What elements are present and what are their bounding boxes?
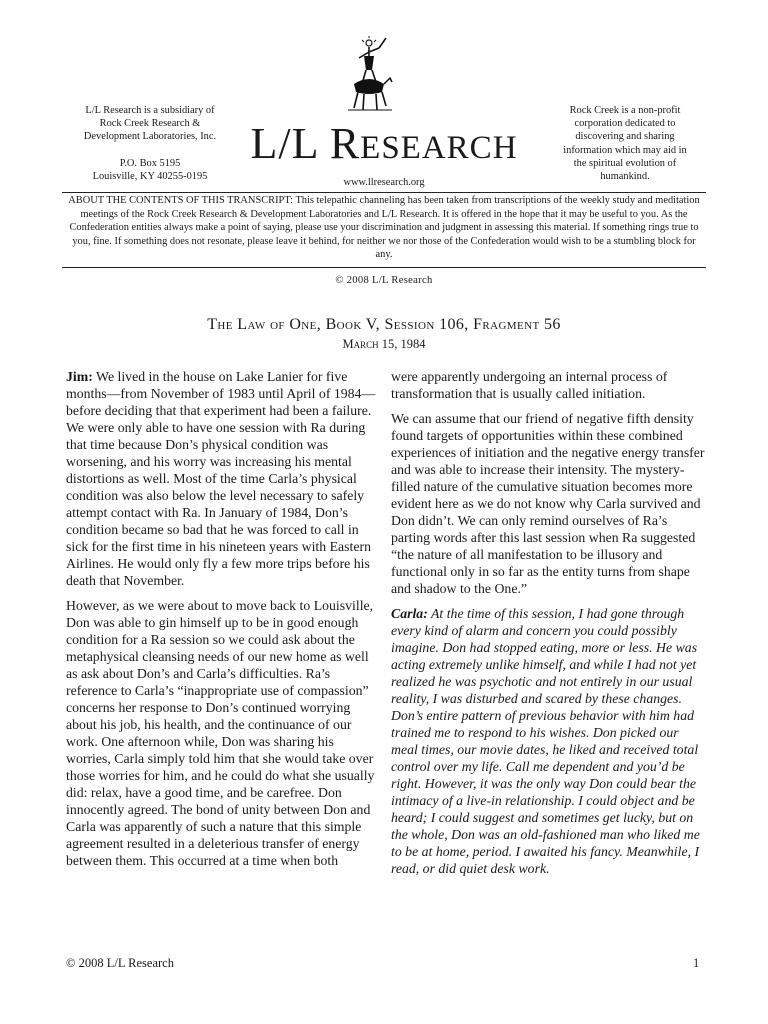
header-right-info	[540, 104, 710, 183]
header-right-line: the spiritual evolution of	[573, 157, 677, 169]
document-title: The Law of One, Book V, Session 106, Fragment 56	[207, 316, 561, 333]
body-left-column	[66, 368, 378, 877]
footer-copyright: © 2008 L/L Research	[66, 956, 174, 970]
page-number: 1	[693, 956, 700, 970]
speaker-label: Jim:	[66, 369, 93, 384]
header-left-line: L/L Research is a subsidiary of	[85, 105, 215, 116]
header-right-line: discovering and sharing	[575, 131, 675, 143]
body-right-column	[391, 368, 705, 885]
header-left-line: Louisville, KY 40255-0195	[92, 170, 208, 182]
header-right-line: Rock Creek is a non-profit	[569, 105, 681, 116]
don-quixote-sketch-icon	[342, 34, 396, 112]
paragraph: were apparently undergoing an internal process of transformation that is usually called initiation.	[391, 369, 668, 401]
header-right-line: information which may aid in	[563, 144, 687, 156]
paragraph-text: At the time of this session, I had gone through every kind of alarm and concern you could possibly imagine. Don had stopped eating, more or less. He was acting extremely unlike himself, and while I had not yet realized he was psychotic and not entirely in our usual reality, I was disturbed and scared by these changes. Don’s entire pattern of previous behavior with him had trained me to respond to his wishes. Don picked our meal times, our movie dates, he liked and received total control over my life. Call me dependent and you’d be right. However, it was the only way Don could bear the intimacy of a live-in relationship. I could object and be heard; I could suggest and sometimes get lucky, but on the whole, Don was an old-fashioned man who liked me to be at home, period. I awaited his fancy. Meanwhile, I read, or did quiet desk work.	[391, 606, 700, 876]
header-right-line: humankind.	[600, 171, 650, 183]
paragraph-text: We lived in the house on Lake Lanier for five months—from November of 1983 until April of 1984—before deciding that that experiment had been a failure. We were only able to have one session with Ra during that time because Don’s physical condition was worsening, and his worry was increasing his mental distortions as well. Most of the time Carla’s physical condition was also below the level necessary to safely attempt contact with Ra. In January of 1984, Don’s condition became so bad that he was forced to call in sick for the first time in his nineteen years with Eastern Airlines. He would only fly a few more trips before his death that November.	[66, 369, 376, 588]
header-left-line: Development Laboratories, Inc.	[83, 131, 217, 143]
about-top-rule	[62, 192, 706, 193]
header-left-line: Rock Creek Research &	[99, 118, 201, 130]
about-contents-text: ABOUT THE CONTENTS OF THIS TRANSCRIPT: This telepathic channeling has been taken from transcriptions of the weekly study and meditation meetings of the Rock Creek Research & Development Laboratories and L/L Research. It is offered in the hope that it may be useful to you. As the Confederation entities always make a point of saying, please use your discrimination and judgment in assessing this material. If something rings true to you, fine. If something does not resonate, please leave it behind, for neither we nor those of the Confederation would wish to be a stumbling block for any.	[68, 195, 700, 261]
paragraph: We can assume that our friend of negative fifth density found targets of opportunities within these combined experiences of initiation and the negative energy transfer and was able to increase their intensity. The mystery-filled nature of the cumulative situation becomes more evident here as we do not know why Carla survived and Don didn’t. We can only remind ourselves of Ra’s parting words after this last session when Ra suggested “the nature of all manifestation to be illusory and functional only in so far as the entity turns from shape and shadow to the One.”	[391, 411, 705, 596]
speaker-label: Carla:	[391, 606, 428, 621]
website-url: www.llresearch.org	[343, 177, 425, 188]
document-date: March 15, 1984	[342, 337, 426, 351]
paragraph: However, as we were about to move back to Louisville, Don was able to gin himself up to be in good enough condition for a Ra session so we could ask about the metaphysical cleansing needs of our new home as well as ask about Don’s and Carla’s difficulties. Ra’s reference to Carla’s “inappropriate use of compassion” concerns her response to Don’s continued worrying about his job, his health, and the continuance of our work. One afternoon while, Don was sharing his worries, Carla simply told him that she would take over those worries for him, and he could do what she usually did: relax, have a good time, and be carefree. Don innocently agreed. The bond of unity between Don and Carla was apparently of such a nature that this simple agreement resulted in a deleterious transfer of energy between them. This occurred at a time when both	[66, 598, 375, 868]
header-right-line: corporation dedicated to	[574, 118, 676, 130]
about-bottom-rule	[62, 267, 706, 268]
brand-title-prefix: L/L R	[250, 119, 361, 168]
copyright-top: © 2008 L/L Research	[335, 275, 433, 286]
paragraph	[66, 368, 378, 589]
paragraph	[391, 605, 705, 877]
brand-title-rest: ESEARCH	[360, 130, 518, 166]
header-left-line: P.O. Box 5195	[119, 157, 181, 169]
